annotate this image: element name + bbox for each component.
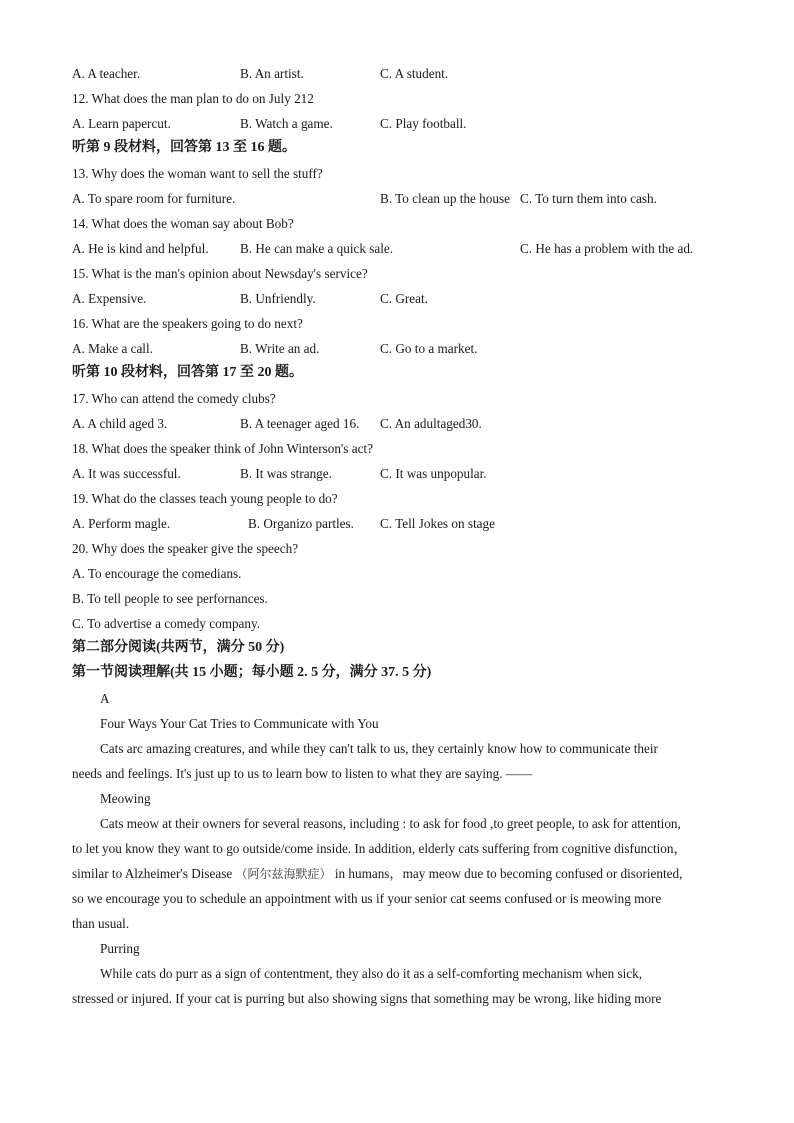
purring-line-1: While cats do purr as a sign of contentment, they also do it as a self-comforting mechanism when sick, xyxy=(100,966,643,981)
q16-option-a[interactable]: A. Make a call. xyxy=(72,341,153,356)
q11-option-c[interactable]: C. A student. xyxy=(380,66,449,81)
q20-option-b[interactable]: B. To tell people to see perfornances. xyxy=(72,591,268,606)
passage-label: A xyxy=(100,691,110,706)
q16-question: 16. What are the speakers going to do next? xyxy=(72,316,303,331)
q20-option-a[interactable]: A. To encourage the comedians. xyxy=(72,566,242,581)
purring-line-2: stressed or injured. If your cat is purring but also showing signs that something may be wrong, like hiding more xyxy=(72,991,662,1006)
meowing-line-3-end: in humans，may meow due to becoming confused or disoriented, xyxy=(334,866,683,881)
part-2-heading: 第二部分阅读(共两节，满分 50 分) xyxy=(72,640,285,655)
meowing-line-1: Cats meow at their owners for several reasons, including : to ask for food ,to greet people, to ask for attention, xyxy=(100,816,681,831)
q16-option-c[interactable]: C. Go to a market. xyxy=(380,341,478,356)
q17-question: 17. Who can attend the comedy clubs? xyxy=(72,391,276,406)
section-1-heading: 第一节阅读理解(共 15 小题；每小题 2. 5 分，满分 37. 5 分) xyxy=(72,665,432,680)
q12-option-b[interactable]: B. Watch a game. xyxy=(240,116,333,131)
meowing-line-2: to let you know they want to go outside/come inside. In addition, elderly cats suffering from cognitive disfunction， xyxy=(72,841,687,856)
q11-option-a[interactable]: A. A teacher. xyxy=(72,66,141,81)
q16-option-b[interactable]: B. Write an ad. xyxy=(240,341,320,356)
meowing-line-4: so we encourage you to schedule an appointment with us if your senior cat seems confused or is meowing more xyxy=(72,891,662,906)
q12-option-a[interactable]: A. Learn papercut. xyxy=(72,116,171,131)
q13-option-c[interactable]: C. To turn them into cash. xyxy=(520,191,657,206)
q15-question: 15. What is the man's opinion about Newsday's service? xyxy=(72,266,368,281)
q18-option-b[interactable]: B. It was strange. xyxy=(240,466,332,481)
passage-intro-line-2: needs and feelings. It's just up to us to learn bow to listen to what they are saying. —— xyxy=(72,766,533,781)
passage-intro-line-1: Cats arc amazing creatures, and while they can't talk to us, they certainly know how to communicate their xyxy=(100,741,658,756)
purring-heading: Purring xyxy=(100,941,140,956)
q14-option-b[interactable]: B. He can make a quick sale. xyxy=(240,241,394,256)
q15-option-b[interactable]: B. Unfriendly. xyxy=(240,291,316,306)
q19-option-b[interactable]: B. Organizo partles. xyxy=(248,516,354,531)
q13-option-b[interactable]: B. To clean up the house xyxy=(380,191,510,206)
q14-option-a[interactable]: A. He is kind and helpful. xyxy=(72,241,209,256)
q18-option-c[interactable]: C. It was unpopular. xyxy=(380,466,487,481)
q20-question: 20. Why does the speaker give the speech? xyxy=(72,541,299,556)
q17-option-a[interactable]: A. A child aged 3. xyxy=(72,416,168,431)
section-9-heading: 听第 9 段材料，回答第 13 至 16 题。 xyxy=(72,140,296,155)
q20-option-c[interactable]: C. To advertise a comedy company. xyxy=(72,616,261,631)
q14-option-c[interactable]: C. He has a problem with the ad. xyxy=(520,241,694,256)
meowing-line-3-start: similar to Alzheimer's Disease xyxy=(72,866,233,881)
q19-option-a[interactable]: A. Perform magle. xyxy=(72,516,171,531)
q13-question: 13. Why does the woman want to sell the stuff? xyxy=(72,166,323,181)
q17-option-c[interactable]: C. An adultaged30. xyxy=(380,416,482,431)
passage-title: Four Ways Your Cat Tries to Communicate with You xyxy=(100,716,379,731)
meowing-heading: Meowing xyxy=(100,791,151,806)
meowing-line-3 xyxy=(72,865,682,883)
q18-question: 18. What does the speaker think of John Winterson's act? xyxy=(72,441,373,456)
q12-question: 12. What does the man plan to do on July 212 xyxy=(72,91,314,106)
q14-question: 14. What does the woman say about Bob? xyxy=(72,216,294,231)
section-10-heading: 听第 10 段材料，回答第 17 至 20 题。 xyxy=(72,365,303,380)
chinese-gloss: （阿尔兹海默症） xyxy=(235,867,332,881)
q15-option-c[interactable]: C. Great. xyxy=(380,291,428,306)
q19-question: 19. What do the classes teach young people to do? xyxy=(72,491,338,506)
q12-option-c[interactable]: C. Play football. xyxy=(380,116,467,131)
q17-option-b[interactable]: B. A teenager aged 16. xyxy=(240,416,360,431)
q18-option-a[interactable]: A. It was successful. xyxy=(72,466,181,481)
meowing-line-5: than usual. xyxy=(72,916,130,931)
q15-option-a[interactable]: A. Expensive. xyxy=(72,291,147,306)
q13-option-a[interactable]: A. To spare room for furniture. xyxy=(72,191,236,206)
q11-option-b[interactable]: B. An artist. xyxy=(240,66,304,81)
q19-option-c[interactable]: C. Tell Jokes on stage xyxy=(380,516,495,531)
